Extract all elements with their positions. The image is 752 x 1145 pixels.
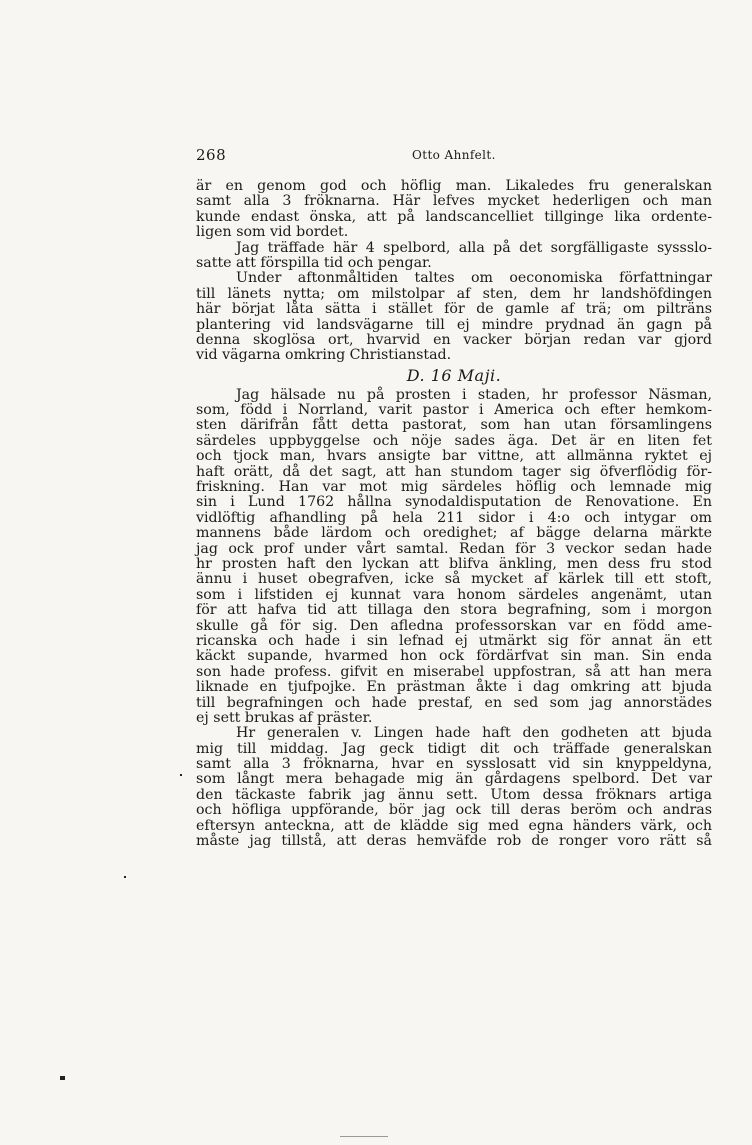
body-text (196, 179, 712, 849)
text-line: haft orätt, då det sagt, att han stundom tager sig öfverflödig för- (196, 463, 712, 480)
scan-speck (180, 774, 182, 776)
page-number: 268 (196, 146, 227, 164)
text-line: som, född i Norrland, varit pastor i America och efter hemkom- (196, 402, 712, 419)
text-line: kunde endast önska, att på landscancelliet tillginge lika ordente- (196, 208, 712, 225)
text-line: och höfliga uppförande, bör jag ock till deras beröm och andras (196, 802, 712, 819)
text-line: ligen som vid bordet. (196, 224, 349, 241)
scan-speck (60, 1076, 65, 1080)
text-line: jag ock prof under vårt samtal. Redan för 3 veckor sedan hade (196, 540, 712, 557)
text-line: är en genom god och höflig man. Likaledes fru generalskan (196, 178, 712, 194)
text-line: vid vägarna omkring Christianstad. (196, 347, 452, 364)
text-line: till länets nytta; om milstolpar af sten, dem hr landshöfdingen (196, 285, 712, 302)
text-line: ännu i huset obegrafven, icke så mycket af kärlek till ett stoft, (196, 571, 712, 588)
text-line: friskning. Han var mot mig särdeles höflig och lemnade mig (196, 479, 712, 496)
scan-speck (124, 876, 126, 878)
text-line: skulle gå för sig. Den afledna professorskan var en född ame- (196, 617, 712, 634)
text-line: särdeles uppbyggelse och nöje sades äga. Det är en liten fet (196, 432, 712, 449)
text-line: till begrafningen och hade prestaf, en sed som jag annorstädes (196, 694, 712, 711)
text-line: ej sett brukas af präster. (196, 709, 373, 726)
text-line: som långt mera behagade mig än gårdagens spelbord. Det var (196, 771, 712, 788)
text-line: Under aftonmåltiden taltes om oeconomiska författningar (236, 270, 712, 287)
text-line: sin i Lund 1762 hållna synodaldisputation de Renovatione. En (196, 494, 712, 511)
text-line: mig till middag. Jag geck tidigt dit och träffade generalskan (196, 740, 712, 757)
text-line: ricanska och hade i sin lefnad ej utmärkt sig för annat än ett (196, 632, 712, 649)
text-line: eftersyn anteckna, att de klädde sig med egna händers värk, och (196, 817, 712, 834)
text-line: sten därifrån fått detta pastorat, som han utan församlingens (196, 417, 712, 434)
text-line: liknade en tjufpojke. En prästman åkte i dag omkring att bjuda (196, 679, 712, 696)
text-line: Jag träffade här 4 spelbord, alla på det sorgfälligaste syssslo- (236, 239, 712, 256)
text-line: denna skoglösa ort, hvarvid en vacker början redan var gjord (196, 331, 712, 348)
text-line: Jag hälsade nu på prosten i staden, hr professor Näsman, (236, 386, 712, 403)
text-line: vidlöftig afhandling på hela 211 sidor i 4:o och intygar om (196, 509, 712, 526)
text-line: Hr generalen v. Lingen hade haft den godheten att bjuda (236, 725, 712, 742)
section-heading: D. 16 Maji. (406, 365, 502, 385)
text-line: måste jag tillstå, att deras hemväfde rob de ronger voro rätt så (196, 833, 712, 850)
text-line: samt alla 3 fröknarna, hvar en sysslosatt vid sin knyppeldyna, (196, 756, 712, 773)
text-line: här börjat låta sätta i stället för de gamle af trä; om pilträns (196, 301, 712, 318)
text-line: för att hafva tid att tillaga den stora begrafning, som i morgon (196, 602, 712, 619)
text-line: samt alla 3 fröknarna. Här lefves mycket hederligen och man (196, 193, 712, 210)
page-header (196, 146, 712, 166)
text-line: den täckaste fabrik jag ännu sett. Utom dessa fröknars artiga (196, 786, 712, 803)
text-line: satte att förspilla tid och pengar. (196, 254, 432, 271)
text-line: som i lifstiden ej kunnat vara honom särdeles angenämt, utan (196, 586, 712, 603)
running-head: Otto Ahnfelt. (412, 148, 496, 162)
text-line: hr prosten haft den lyckan att blifva änkling, men dess fru stod (196, 555, 712, 572)
text-line: plantering vid landsvägarne till ej mindre prydnad än gagn på (196, 316, 712, 333)
text-line: mannens både lärdom och oredighet; af bägge delarna märkte (196, 525, 712, 542)
footer-rule (340, 1136, 388, 1137)
text-line: son hade profess. gifvit en miserabel uppfostran, så att han mera (196, 663, 712, 680)
text-line: käckt supande, hvarmed hon ock fördärfvat sin man. Sin enda (196, 648, 712, 665)
text-line: och tjock man, hvars ansigte bar vittne, att allmänna ryktet ej (196, 448, 712, 465)
